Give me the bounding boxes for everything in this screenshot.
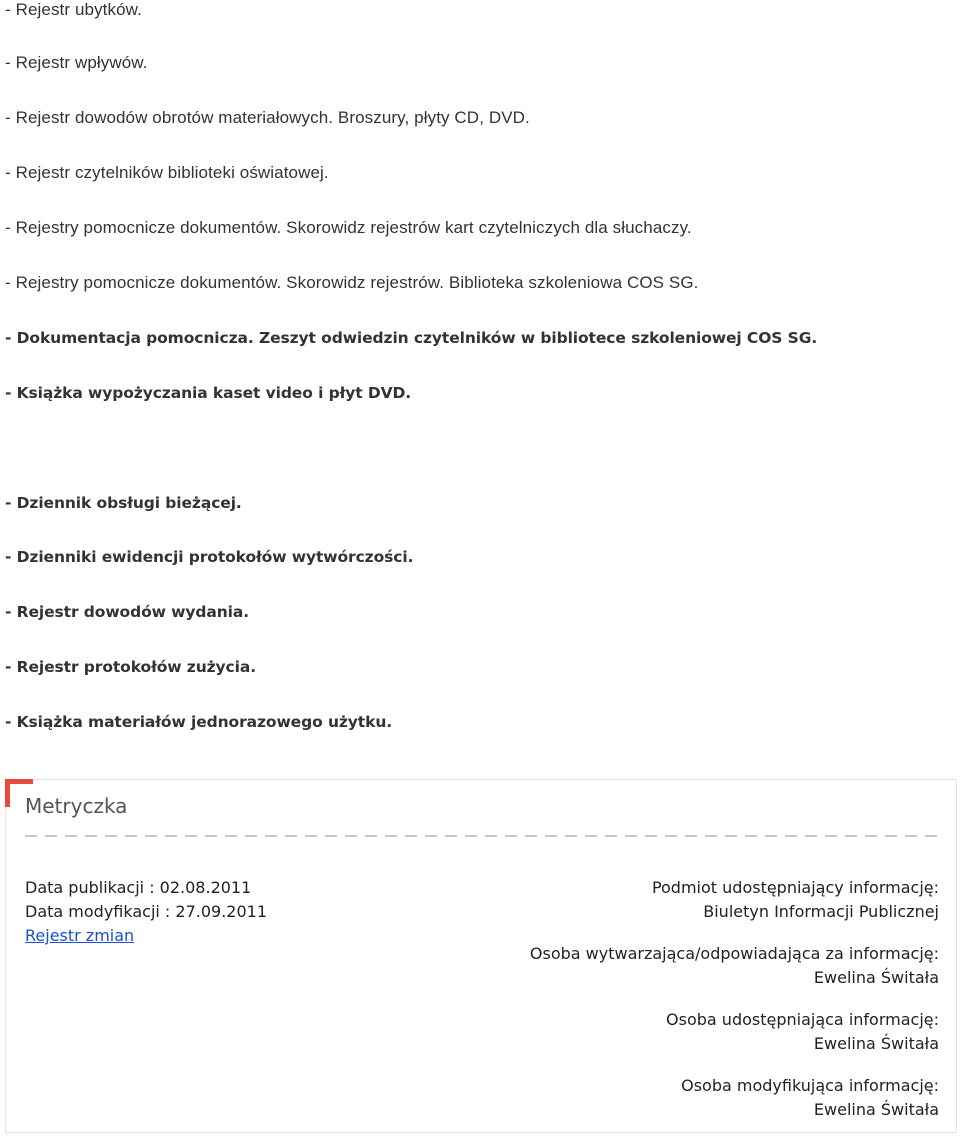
changes-register-link[interactable]: Rejestr zmian (25, 926, 135, 945)
modifier-group (499, 1074, 939, 1122)
publication-date: Data publikacji : 02.08.2011 (25, 878, 252, 897)
dashed-divider (25, 835, 943, 837)
list-item: - Dokumentacja pomocnicza. Zeszyt odwiedzin czytelników w bibliotece szkoleniowej COS SG. (5, 329, 818, 347)
list-item: - Rejestr ubytków. (5, 0, 142, 19)
modifier-label: Osoba modyfikująca informację: (681, 1076, 939, 1095)
list-item: - Rejestr czytelników biblioteki oświatowej. (5, 163, 329, 182)
publisher-label: Osoba udostępniająca informację: (666, 1010, 939, 1029)
creator-group (499, 942, 939, 990)
list-item: - Rejestry pomocnicze dokumentów. Skorowidz rejestrów kart czytelniczych dla słuchaczy. (5, 218, 692, 237)
list-item: - Rejestr dowodów obrotów materiałowych. Broszury, płyty CD, DVD. (5, 108, 530, 127)
creator-value: Ewelina Świtała (813, 968, 939, 987)
provider-value: Biuletyn Informacji Publicznej (703, 902, 939, 921)
list-item: - Rejestr wpływów. (5, 53, 148, 72)
list-item: - Rejestry pomocnicze dokumentów. Skorowidz rejestrów. Biblioteka szkoleniowa COS SG. (5, 273, 699, 292)
provider-label: Podmiot udostępniający informację: (651, 878, 939, 897)
metryczka-people (499, 876, 939, 1140)
modifier-value: Ewelina Świtała (813, 1100, 939, 1119)
publisher-value: Ewelina Świtała (813, 1034, 939, 1053)
metryczka-title: Metryczka (25, 794, 128, 818)
metryczka-panel (5, 779, 957, 1133)
publisher-group (499, 1008, 939, 1056)
list-item: - Książka materiałów jednorazowego użytku. (5, 713, 393, 731)
provider-group (499, 876, 939, 924)
list-item: - Dzienniki ewidencji protokołów wytwórczości. (5, 548, 414, 566)
list-item: - Rejestr protokołów zużycia. (5, 658, 257, 676)
list-item: - Książka wypożyczania kaset video i płyt DVD. (5, 384, 412, 402)
list-item: - Rejestr dowodów wydania. (5, 603, 250, 621)
creator-label: Osoba wytwarzająca/odpowiadająca za informację: (529, 944, 939, 963)
list-item: - Dziennik obsługi bieżącej. (5, 494, 242, 512)
modification-date: Data modyfikacji : 27.09.2011 (25, 902, 268, 921)
metryczka-dates (25, 876, 267, 948)
